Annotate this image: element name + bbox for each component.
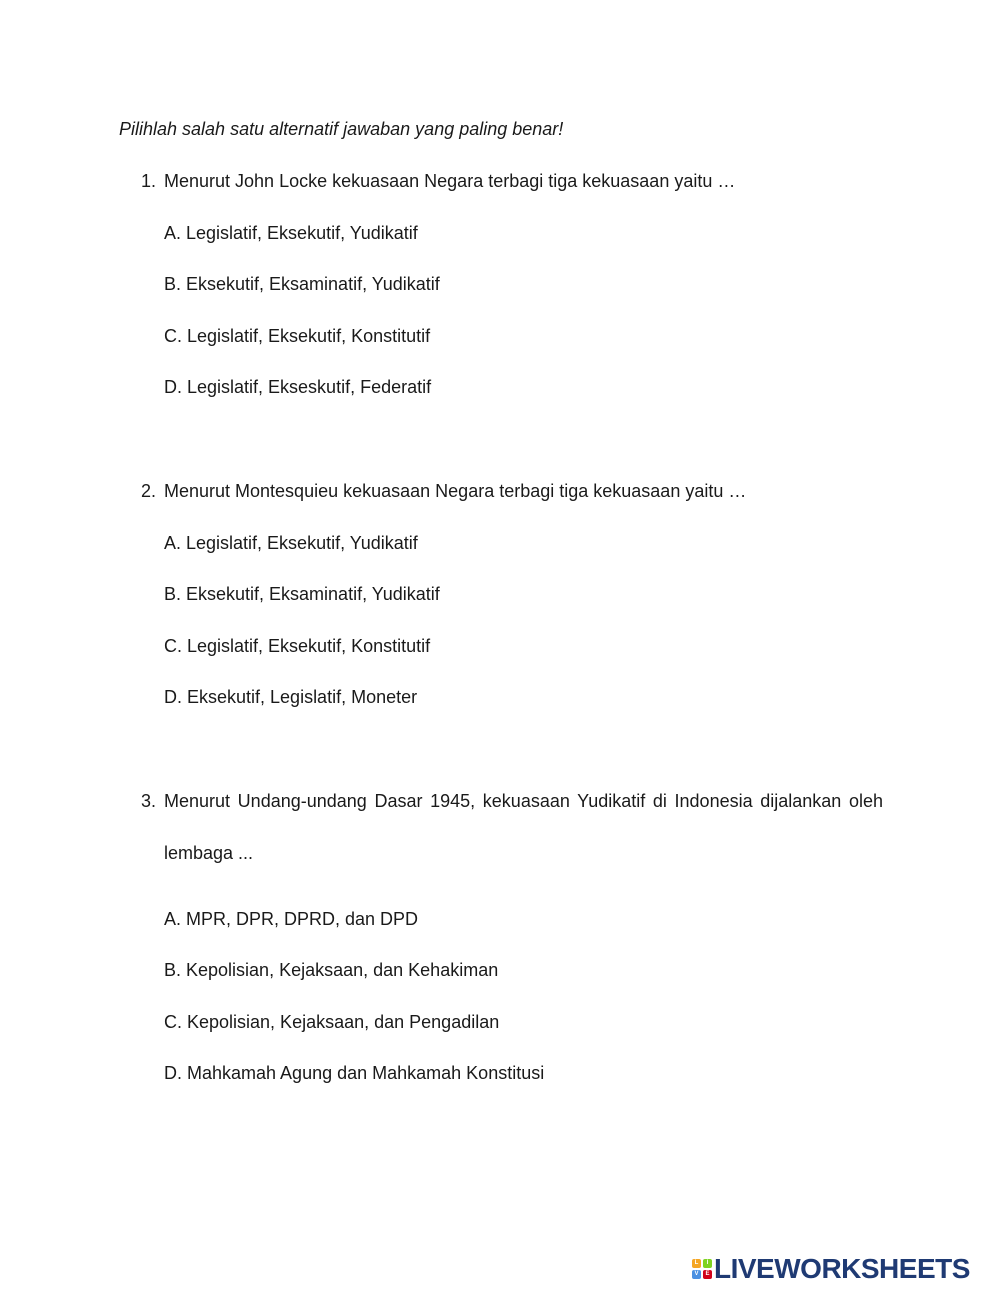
option-a[interactable]: A. Legislatif, Eksekutif, Yudikatif: [164, 532, 418, 553]
option-c[interactable]: C. Legislatif, Eksekutif, Konstitutif: [164, 635, 431, 656]
question-prompt: [141, 479, 883, 503]
liveworksheets-logo: [692, 1254, 970, 1284]
option-b[interactable]: B. Eksekutif, Eksaminatif, Yudikatif: [164, 274, 440, 294]
logo-text: LIVEWORKSHEETS: [714, 1253, 970, 1284]
question-number: 3.: [141, 791, 157, 811]
logo-badge-cell: V: [692, 1270, 701, 1279]
question-text: Menurut Undang-undang Dasar 1945, kekuasaan Yudikatif di Indonesia dijalankan oleh lembaga ...: [164, 791, 883, 863]
logo-badge-cell: L: [692, 1259, 701, 1268]
option-list: [141, 531, 883, 710]
logo-badge-cell: I: [703, 1259, 712, 1268]
instruction-text: Pilihlah salah satu alternatif jawaban yang paling benar!: [119, 119, 564, 139]
question-number: 2.: [141, 481, 157, 501]
question-prompt: [141, 169, 883, 193]
logo-badge-cell: E: [703, 1270, 712, 1279]
question-text: Menurut John Locke kekuasaan Negara terbagi tiga kekuasaan yaitu …: [164, 171, 736, 191]
option-list: [141, 221, 883, 400]
question-2: [141, 479, 883, 709]
option-b[interactable]: B. Kepolisian, Kejaksaan, dan Kehakiman: [164, 960, 499, 980]
option-b[interactable]: B. Eksekutif, Eksaminatif, Yudikatif: [164, 584, 440, 604]
option-a[interactable]: A. MPR, DPR, DPRD, dan DPD: [164, 908, 419, 929]
option-d[interactable]: D. Mahkamah Agung dan Mahkamah Konstitusi: [164, 1063, 545, 1083]
question-prompt: [141, 789, 883, 879]
option-d[interactable]: D. Legislatif, Ekseskutif, Federatif: [164, 377, 432, 397]
option-c[interactable]: C. Legislatif, Eksekutif, Konstitutif: [164, 325, 431, 346]
option-c[interactable]: C. Kepolisian, Kejaksaan, dan Pengadilan: [164, 1011, 500, 1032]
option-a[interactable]: A. Legislatif, Eksekutif, Yudikatif: [164, 222, 418, 243]
question-text: Menurut Montesquieu kekuasaan Negara terbagi tiga kekuasaan yaitu …: [164, 481, 747, 501]
question-number: 1.: [141, 171, 157, 191]
logo-badge-icon: [692, 1259, 712, 1279]
option-list: [141, 907, 883, 1086]
question-1: [141, 169, 883, 399]
option-d[interactable]: D. Eksekutif, Legislatif, Moneter: [164, 687, 418, 707]
question-3: [141, 789, 883, 1085]
